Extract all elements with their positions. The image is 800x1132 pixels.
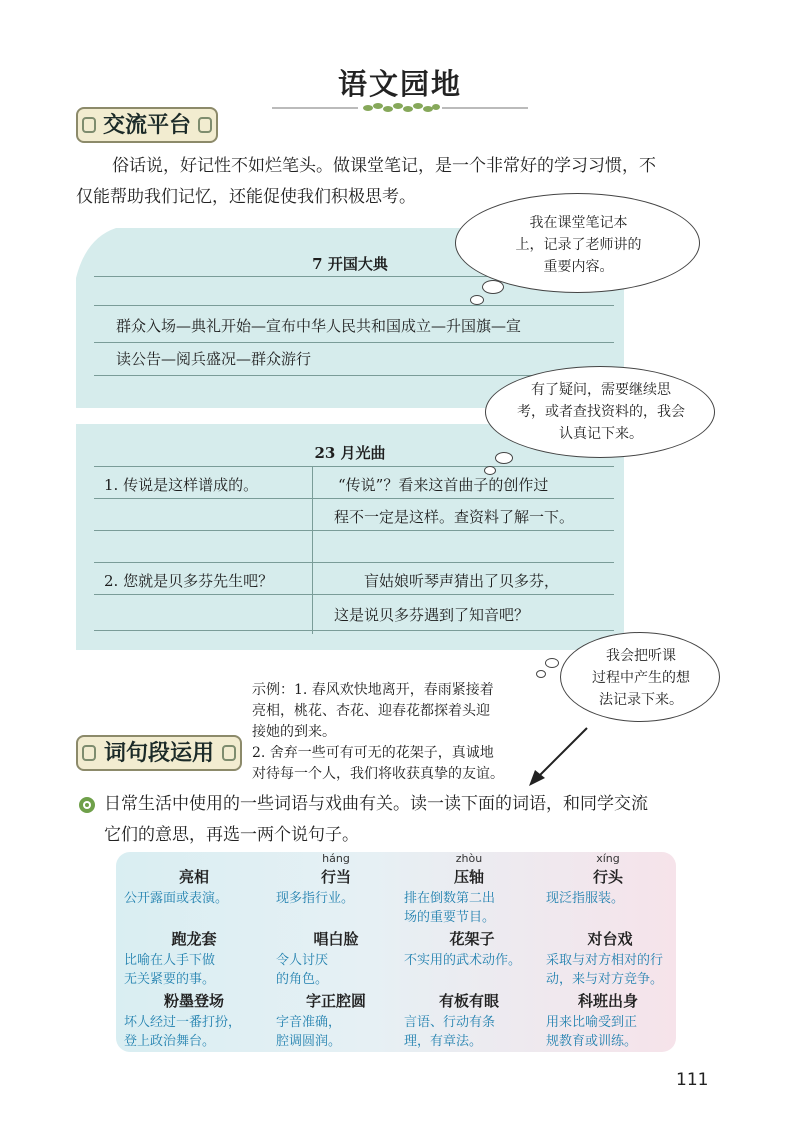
title-ornament	[272, 100, 528, 116]
example-line: 2. 舍弃一些可有可无的花架子，真诚地	[252, 745, 494, 761]
bubble-dot	[495, 452, 513, 464]
vocab-word: 粉墨登场	[163, 992, 224, 1010]
vocab-definition: 动，来与对方竞争。	[546, 972, 664, 987]
bubble-dot	[536, 670, 546, 678]
vocab-word: 唱白脸	[313, 930, 359, 948]
vocab-word: 压轴	[453, 868, 484, 886]
page-number: 111	[676, 1070, 709, 1090]
intro-line: 俗话说，好记性不如烂笔头。做课堂笔记，是一个非常好的学习习惯，不	[112, 156, 656, 176]
vocab-pinyin: zhòu	[455, 852, 483, 865]
note-comment: 这是说贝多芬遇到了知音吧？	[334, 606, 530, 624]
vocab-item	[124, 990, 264, 1051]
vocab-word: 对台戏	[587, 930, 633, 948]
vocab-item	[546, 928, 674, 989]
vocab-definition: 场的重要节目。	[404, 910, 496, 925]
bubble-line: 上，记录了老师讲的	[515, 237, 642, 253]
vocab-definition: 登上政治舞台。	[124, 1034, 216, 1049]
example-line: 示例：1. 春风欢快地离开，春雨紧接着	[252, 682, 494, 698]
thought-bubble	[560, 632, 720, 722]
bubble-line: 有了疑问，需要继续思	[531, 382, 671, 398]
vocab-word: 行头	[592, 868, 623, 886]
note-heading: 7 开国大典	[312, 255, 388, 273]
bubble-line: 认真记下来。	[559, 426, 643, 442]
vocab-definition: 言语、行动有条	[404, 1015, 496, 1030]
bubble-dot	[484, 466, 496, 475]
vocab-definition: 采取与对方相对的行	[546, 953, 664, 968]
page-title: 语文园地	[337, 67, 462, 101]
vocab-word: 花架子	[449, 930, 495, 948]
section-tag-exchange	[76, 107, 218, 143]
bubble-line: 我会把听课	[606, 648, 676, 664]
section-tag-label: 交流平台	[102, 112, 191, 138]
vocab-pinyin: xíng	[596, 852, 620, 865]
vocab-item	[276, 852, 396, 908]
vocab-word: 行当	[320, 868, 351, 886]
note-question: 1. 传说是这样谱成的。	[104, 476, 259, 494]
vocab-definition: 理，有章法。	[404, 1034, 483, 1049]
vocab-definition: 坏人经过一番打扮，	[124, 1015, 242, 1030]
example-note	[252, 680, 504, 785]
vocab-word: 有板有眼	[438, 992, 499, 1010]
vocab-definition: 无关紧要的事。	[124, 972, 216, 987]
vocab-item	[124, 852, 264, 908]
example-line: 亮相，桃花、杏花、迎春花都探着头迎	[252, 703, 490, 719]
vocab-word: 科班出身	[577, 992, 638, 1010]
note-comment: 程不一定是这样。查资料了解一下。	[334, 508, 575, 526]
vocab-item	[546, 990, 670, 1051]
vocab-definition: 规教育或训练。	[546, 1034, 638, 1049]
vocab-word: 跑龙套	[171, 930, 217, 948]
example-line: 对待每一个人，我们将收获真挚的友谊。	[252, 766, 504, 782]
vocab-word: 字正腔圆	[305, 992, 366, 1010]
example-line: 接她的到来。	[252, 724, 336, 740]
bubble-line: 过程中产生的想	[592, 670, 690, 686]
vocab-item	[546, 852, 670, 908]
vocab-definition: 现多指行业。	[276, 891, 355, 906]
bubble-line: 重要内容。	[543, 259, 614, 275]
bubble-line: 法记录下来。	[599, 692, 683, 708]
vocab-item	[404, 928, 540, 970]
task-line: 日常生活中使用的一些词语与戏曲有关。读一读下面的词语，和同学交流	[104, 794, 648, 814]
note-comment: “传说”？看来这首曲子的创作过	[338, 476, 549, 494]
bubble-line: 考，或者查找资料的，我会	[517, 404, 685, 420]
note-panel-yueguangqu	[76, 424, 624, 650]
note-question: 2. 您就是贝多芬先生吧？	[104, 572, 274, 590]
intro-line: 仅能帮助我们记忆，还能促使我们积极思考。	[76, 187, 416, 207]
vocab-definition: 不实用的武术动作。	[404, 953, 522, 968]
vocab-item	[124, 928, 264, 989]
vocab-pinyin: háng	[322, 852, 350, 865]
vocab-definition: 比喻在人手下做	[124, 953, 216, 968]
vocab-definition: 排在倒数第二出	[404, 891, 496, 906]
vocab-word: 亮相	[178, 868, 209, 886]
section-tag-words	[76, 735, 242, 771]
bubble-line: 我在课堂笔记本	[529, 215, 628, 231]
vocab-definition: 用来比喻受到正	[546, 1015, 638, 1030]
pointer-arrow	[525, 720, 595, 790]
task-line: 它们的意思，再选一两个说句子。	[104, 825, 359, 845]
note-heading: 23 月光曲	[314, 444, 386, 462]
vocab-item	[404, 852, 534, 927]
vocab-definition: 公开露面或表演。	[124, 891, 229, 906]
vocab-definition: 字音准确，	[276, 1015, 342, 1030]
vocab-pinyin	[124, 852, 264, 866]
vocab-item	[276, 990, 396, 1051]
section-tag-label: 词句段运用	[103, 740, 214, 766]
thought-bubble	[485, 366, 715, 458]
note-line: 群众入场—典礼开始—宣布中华人民共和国成立—升国旗—宣	[116, 317, 522, 335]
vocab-definition: 令人讨厌	[276, 953, 329, 968]
flower-bullet-icon	[78, 796, 96, 814]
bubble-dot	[545, 658, 559, 668]
vocab-definition: 现泛指服装。	[546, 891, 625, 906]
vocab-definition: 的角色。	[276, 972, 329, 987]
vocab-definition: 腔调圆润。	[276, 1034, 342, 1049]
thought-bubble	[455, 193, 700, 293]
note-line: 读公告—阅兵盛况—群众游行	[116, 350, 312, 368]
vocab-item	[404, 990, 534, 1051]
bubble-dot	[470, 295, 484, 305]
vocab-item	[276, 928, 396, 989]
bubble-dot	[482, 280, 504, 294]
note-comment: 盲姑娘听琴声猜出了贝多芬，	[364, 572, 560, 590]
